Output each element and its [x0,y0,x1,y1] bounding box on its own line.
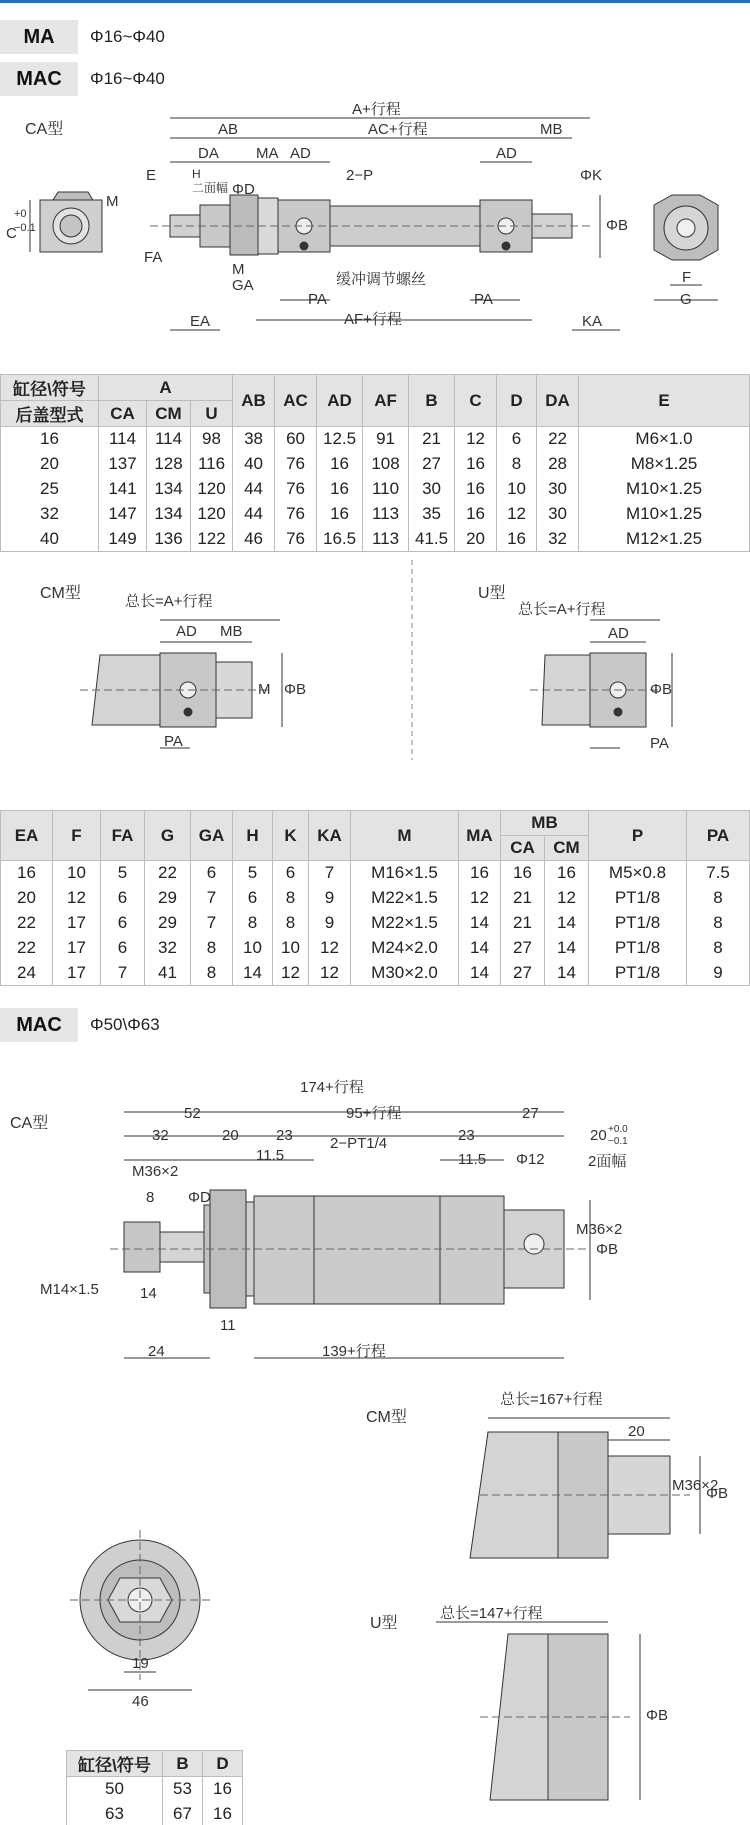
dim-af: AF+行程 [344,311,402,328]
series-badge-mac: MAC [0,62,78,96]
table-cell: PT1/8 [589,886,687,911]
table-cell: 120 [191,502,233,527]
cm-mb: MB [220,623,243,640]
t1-header-b: B [409,375,455,427]
mac-dim-11-5b: 11.5 [458,1151,487,1168]
table-cell: 17 [53,961,101,986]
table-cell: 149 [99,527,147,552]
table-cell: 16 [545,861,589,886]
table-cell: 63 [67,1802,163,1825]
mac-dim-11: 11 [220,1317,236,1334]
table-cell: M8×1.25 [579,452,750,477]
table-cell: 20 [455,527,497,552]
mac-dim-two-flat: 2面幅 [588,1153,627,1170]
cm-ad: AD [176,623,197,640]
table-cell: 17 [53,911,101,936]
cm-pa: PA [164,733,183,750]
spec-table-3 [66,1750,243,1825]
table-cell: 40 [1,527,99,552]
table-cell: 14 [545,961,589,986]
dim-ka: KA [582,313,603,330]
table-cell: 67 [163,1802,203,1825]
t2-header-ea: EA [1,811,53,861]
table-cell: 50 [67,1777,163,1802]
mac-dim-95: 95+行程 [346,1105,402,1122]
table-cell: 12 [497,502,537,527]
table-cell: M24×2.0 [351,936,459,961]
table-cell: 41.5 [409,527,455,552]
series-range-ma: Φ16~Φ40 [90,27,165,46]
table-cell: 113 [363,527,409,552]
table-cell: 7 [309,861,351,886]
table-cell: 14 [459,961,501,986]
mac-dim-27: 27 [522,1105,539,1122]
table-row [67,1777,243,1802]
u-type-label: U型 [478,585,506,602]
table-cell: 76 [275,527,317,552]
table-cell: 28 [537,452,579,477]
table-cell: 108 [363,452,409,477]
table-cell: M6×1.0 [579,427,750,452]
cm-m: M [258,681,271,698]
mac-dim-32: 32 [152,1127,169,1144]
table-cell: 120 [191,477,233,502]
table-cell: 25 [1,477,99,502]
mac-cm-b: ΦB [706,1485,728,1502]
table-cell: 8 [497,452,537,477]
table-cell: M22×1.5 [351,886,459,911]
dim-a: A+行程 [352,101,401,118]
dim-m: M [232,261,245,278]
t1-header-da: DA [537,375,579,427]
t1-header-bore: 缸径\符号 [1,375,99,401]
table-cell: 44 [233,477,275,502]
dim-phid: ΦD [232,181,255,198]
table-cell: 114 [147,427,191,452]
table-cell: 110 [363,477,409,502]
mac-dim-52: 52 [184,1105,201,1122]
dim-pa: PA [308,291,327,308]
dim-ac: AC+行程 [368,121,428,138]
table-cell: 8 [233,911,273,936]
mac-dim-pt: 2−PT1/4 [330,1135,388,1152]
table-cell: 41 [145,961,191,986]
mac-dim-tol-plus: +0.0 [608,1124,628,1135]
table-cell: 44 [233,502,275,527]
series-badge-mac-large: MAC [0,1008,78,1042]
t2-header-fa: FA [101,811,145,861]
table-cell: 6 [191,861,233,886]
table-cell: 53 [163,1777,203,1802]
table-cell: 134 [147,502,191,527]
t2-header-pa: PA [687,811,750,861]
table-cell: 40 [233,452,275,477]
t3-header-d: D [203,1751,243,1777]
table-cell: 16 [317,477,363,502]
dim-p: 2−P [346,167,374,184]
dim-f: F [682,269,692,286]
mac-dim-m36: M36×2 [132,1163,179,1180]
table-cell: 16 [459,861,501,886]
cm-b: ΦB [284,681,306,698]
table-cell: 16.5 [317,527,363,552]
t2-header-mb-ca: CA [501,836,545,861]
table-cell: 12 [455,427,497,452]
dim-k: ΦK [580,167,602,184]
mac-dim-phid: ΦD [188,1189,211,1206]
table-cell: 22 [537,427,579,452]
table-cell: 30 [537,477,579,502]
t1-header-af: AF [363,375,409,427]
mac-dim-m36b: M36×2 [576,1221,623,1238]
dim-ab: AB [218,121,239,138]
t2-header-p: P [589,811,687,861]
table-cell: 12.5 [317,427,363,452]
table-cell: PT1/8 [589,961,687,986]
table-cell: 17 [53,936,101,961]
mac-dim-b: ΦB [596,1241,618,1258]
t2-header-h: H [233,811,273,861]
table-cell: PT1/8 [589,911,687,936]
table-cell: 134 [147,477,191,502]
table-cell: 22 [1,911,53,936]
series-range-mac: Φ16~Φ40 [90,69,165,88]
t1-header-type: 后盖型式 [1,401,99,427]
table-cell: 14 [545,911,589,936]
table-cell: 8 [191,936,233,961]
table-cell: M30×2.0 [351,961,459,986]
cm-total: 总长=A+行程 [125,593,213,610]
table-cell: 12 [459,886,501,911]
table-cell: 27 [409,452,455,477]
t1-header-c: C [455,375,497,427]
t1-header-cm: CM [147,401,191,427]
table-cell: M12×1.25 [579,527,750,552]
table-cell: 10 [497,477,537,502]
table-cell: 114 [99,427,147,452]
dim-c-tol-minus: −0.1 [14,222,36,234]
t3-header-b: B [163,1751,203,1777]
t2-header-ga: GA [191,811,233,861]
dim-e: E [146,167,157,184]
dim-cushion-screw: 缓冲调节螺丝 [336,271,427,288]
dim-pa-right: PA [474,291,493,308]
u-total: 总长=A+行程 [518,601,606,618]
table-cell: 16 [455,477,497,502]
dim-c: C [6,225,17,242]
table-cell: 137 [99,452,147,477]
dim-mb: MB [540,121,563,138]
dim-ad-right: AD [496,145,517,162]
table-cell: 76 [275,477,317,502]
table-cell: 8 [191,961,233,986]
mac-dim-20: 20 [222,1127,239,1144]
mac-dim-tol-minus: −0.1 [608,1136,628,1147]
table-cell: 8 [687,886,750,911]
mac-dim-phi12: Φ12 [516,1151,545,1168]
table-cell: 14 [545,936,589,961]
table-cell: 16 [203,1802,243,1825]
table-cell: 136 [147,527,191,552]
table-cell: 20 [1,886,53,911]
mac-cm-type-label: CM型 [366,1409,407,1426]
table-cell: 14 [233,961,273,986]
mac-u-type-label: U型 [370,1615,398,1632]
mac-dim-total: 174+行程 [300,1079,364,1096]
table-cell: 12 [53,886,101,911]
table-cell: 7 [191,886,233,911]
t2-header-ka: KA [309,811,351,861]
table-cell: 16 [1,861,53,886]
table-cell: 9 [687,961,750,986]
table-cell: 122 [191,527,233,552]
mac-u-b: ΦB [646,1707,668,1724]
table-cell: 6 [101,911,145,936]
table-cell: 12 [273,961,309,986]
dim-m-endview: M [106,193,119,210]
dim-g: G [680,291,692,308]
table-cell: 27 [501,961,545,986]
mac-dim-23b: 23 [458,1127,475,1144]
table-cell: 16 [203,1777,243,1802]
u-pa: PA [650,735,669,752]
dim-c-tol-plus: +0 [14,208,27,220]
table-cell: 6 [497,427,537,452]
table-cell: 9 [309,886,351,911]
table-cell: 60 [275,427,317,452]
table-cell: M16×1.5 [351,861,459,886]
table-cell: 46 [233,527,275,552]
table-cell: M10×1.25 [579,502,750,527]
table-cell: 91 [363,427,409,452]
table-cell: 7 [101,961,145,986]
series-range-mac-large: Φ50\Φ63 [90,1015,160,1034]
mac-cm-total: 总长=167+行程 [500,1391,603,1408]
table-cell: 21 [409,427,455,452]
table-cell: 32 [537,527,579,552]
table-cell: 24 [1,961,53,986]
t2-header-g: G [145,811,191,861]
t2-header-m: M [351,811,459,861]
dim-h: H [192,167,201,181]
table-cell: 30 [537,502,579,527]
t1-header-d: D [497,375,537,427]
table-cell: 16 [317,452,363,477]
dim-da: DA [198,145,219,162]
table-cell: 16 [317,502,363,527]
table-cell: 141 [99,477,147,502]
table-cell: 113 [363,502,409,527]
table-cell: 5 [101,861,145,886]
t2-header-k: K [273,811,309,861]
dim-ma: MA [256,145,279,162]
t1-header-ac: AC [275,375,317,427]
t2-header-f: F [53,811,101,861]
dim-fa: FA [144,249,163,266]
table-cell: 30 [409,477,455,502]
table-cell: 14 [459,911,501,936]
table-cell: 14 [459,936,501,961]
mac-dim-139: 139+行程 [322,1343,386,1360]
table-cell: 27 [501,936,545,961]
t3-header-bore: 缸径\符号 [67,1751,163,1777]
mac-dim-tol-base: 20 [590,1127,607,1144]
table-cell: 16 [501,861,545,886]
table-cell: 22 [1,936,53,961]
table-cell: 8 [687,911,750,936]
table-cell: 6 [101,886,145,911]
table-cell: 22 [145,861,191,886]
mac-dim-8: 8 [146,1189,155,1206]
table-cell: 16 [455,452,497,477]
table-cell: 6 [233,886,273,911]
mac-ca-type-label: CA型 [10,1115,49,1132]
dim-b: ΦB [606,217,628,234]
table-cell: 128 [147,452,191,477]
table-cell: 76 [275,502,317,527]
table-cell: 16 [1,427,99,452]
table-cell: 12 [309,961,351,986]
mac-cm-m36: M36×2 [672,1477,719,1494]
mac-dim-24: 24 [148,1343,165,1360]
t2-header-mb-cm: CM [545,836,589,861]
table-cell: 12 [545,886,589,911]
table-cell: 10 [273,936,309,961]
table-cell: 21 [501,886,545,911]
dim-ga: GA [232,277,254,294]
table-cell: 5 [233,861,273,886]
table-cell: 98 [191,427,233,452]
endview-dim-46: 46 [132,1693,149,1710]
table-cell: 7 [191,911,233,936]
table-cell: PT1/8 [589,936,687,961]
table-cell: 6 [273,861,309,886]
t1-header-a: A [99,375,233,401]
t1-header-ad: AD [317,375,363,427]
mac-dim-m14: M14×1.5 [40,1281,99,1298]
dim-ea: EA [190,313,211,330]
mac-dim-11-5a: 11.5 [256,1147,285,1164]
table-cell: 21 [501,911,545,936]
u-ad: AD [608,625,629,642]
mac-dim-14: 14 [140,1285,157,1302]
table-cell: 7.5 [687,861,750,886]
u-b: ΦB [650,681,672,698]
table-cell: 9 [309,911,351,936]
table-row [67,1802,243,1825]
table-cell: M5×0.8 [589,861,687,886]
table-cell: 20 [1,452,99,477]
table-cell: 29 [145,911,191,936]
t2-header-mb: MB [501,811,589,836]
endview-dim-19: 19 [132,1655,149,1672]
cm-type-label: CM型 [40,585,81,602]
table-cell: 16 [455,502,497,527]
table-cell: 76 [275,452,317,477]
table-cell: 16 [497,527,537,552]
table-cell: 35 [409,502,455,527]
dim-ad: AD [290,145,311,162]
t1-header-ca: CA [99,401,147,427]
table-cell: 32 [145,936,191,961]
table-cell: M22×1.5 [351,911,459,936]
t1-header-ab: AB [233,375,275,427]
table-cell: 6 [101,936,145,961]
table-cell: 38 [233,427,275,452]
table-cell: 32 [1,502,99,527]
mac-dim-23a: 23 [276,1127,293,1144]
table-cell: 8 [273,911,309,936]
table-cell: 8 [687,936,750,961]
table-cell: M10×1.25 [579,477,750,502]
t3-body [67,1777,243,1825]
t1-header-e: E [579,375,750,427]
table-cell: 10 [53,861,101,886]
table-cell: 12 [309,936,351,961]
table-cell: 8 [273,886,309,911]
t2-header-ma: MA [459,811,501,861]
ca-type-label: CA型 [25,121,64,138]
mac-cm-20: 20 [628,1423,645,1440]
table-cell: 29 [145,886,191,911]
t1-header-u: U [191,401,233,427]
table-cell: 10 [233,936,273,961]
table-cell: 116 [191,452,233,477]
dim-two-flat: 二面幅 [192,181,229,195]
series-badge-ma: MA [0,20,78,54]
table-cell: 147 [99,502,147,527]
mac-u-total: 总长=147+行程 [440,1605,543,1622]
